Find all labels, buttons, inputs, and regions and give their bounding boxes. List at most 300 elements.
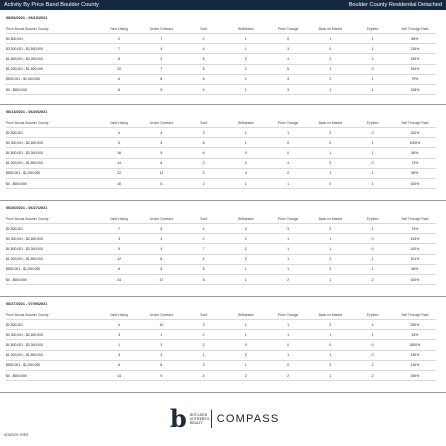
table-row [6,54,436,64]
metric-cell: 5 [267,64,309,74]
metric-cell: 1 [309,330,351,340]
column-header: New Listing [110,26,128,31]
table-row [6,320,436,330]
metric-cell: 22 [98,168,140,178]
metric-cell: 1 [352,254,394,264]
metric-cell: 3 [140,350,182,360]
metric-cell: 2 [352,274,394,284]
metric-cell: 2 [267,370,309,380]
metric-cell: 2 [225,254,267,264]
table-row [6,64,436,74]
metric-cell: 5 [98,138,140,148]
metric-cell: 6 [140,158,182,168]
metric-cell: 100% [394,274,436,284]
b-monogram-logo: b [170,404,187,433]
column-header: Back on Market [318,216,343,221]
metric-cell: 1 [267,128,309,138]
metric-cell: 5 [140,264,182,274]
metric-cell: 24 [98,274,140,284]
section-divider [0,296,446,297]
metric-cell: 155% [394,54,436,64]
metric-cell: 3 [98,234,140,244]
metric-cell: 33% [394,330,436,340]
price-band-cell: $1,500,001 - $2,000,000 [6,54,98,64]
metric-cell: 5 [140,138,182,148]
column-header: New Listing [110,120,128,125]
metric-cell: 1 [225,330,267,340]
price-band-cell: $1,500,001 - $2,000,000 [6,340,98,350]
table-row [6,330,436,340]
metric-cell: 100% [394,178,436,188]
metric-cell: 66% [394,264,436,274]
metric-cell: 1 [309,64,351,74]
metric-cell: 2 [352,54,394,64]
metric-cell: 6 [98,74,140,84]
table-row [6,84,436,94]
metric-cell: 1 [309,84,351,94]
metric-cell: 8 [140,74,182,84]
metric-cell: 3 [183,360,225,370]
compass-wordmark: COMPASS [216,413,280,425]
source-note: SOURCE: IRES [4,433,29,437]
column-header: Expired [366,312,379,317]
metric-cell: 1 [309,274,351,284]
column-header: Sell Through Rate [401,312,429,317]
metric-cell: 1 [267,178,309,188]
metric-cell: 2 [309,254,351,264]
metric-cell: 3 [140,340,182,350]
metric-cell: 0 [225,148,267,158]
table-header-row [6,24,436,34]
metric-cell: 0 [309,224,351,234]
metric-cell: 1 [140,330,182,340]
metric-cell: 0 [309,360,351,370]
price-band-cell: $2,500,001 [6,224,98,234]
column-header: Sold [200,26,208,31]
metric-cell: 3 [267,74,309,84]
price-band-cell: $0 - $500,000 [6,84,98,94]
column-header: Price Change [277,120,299,125]
metric-cell: 2 [225,370,267,380]
price-band-cell: $1,000,001 - $1,500,000 [6,254,98,264]
column-header: Sold [200,120,208,125]
metric-cell: 2 [225,54,267,64]
metric-cell: 5 [183,54,225,64]
column-header: Expired [366,120,379,125]
metric-cell: 1 [352,44,394,54]
price-band-cell: $0 - $500,000 [6,274,98,284]
metric-cell: 4 [140,44,182,54]
column-header: Back on Market [318,26,343,31]
price-band-cell: $1,500,001 - $2,000,000 [6,148,98,158]
report-subtitle: Boulder County Residential Detached [348,2,442,8]
column-header: Price Change [277,26,299,31]
metric-cell: 194% [394,64,436,74]
table-row [6,350,436,360]
column-header: Price Bands Boulder County [6,216,49,221]
metric-cell: 14 [98,370,140,380]
metric-cell: 1 [309,350,351,360]
price-band-cell: $0 - $500,000 [6,178,98,188]
metric-cell: 3 [183,128,225,138]
metric-cell: 6 [98,360,140,370]
column-header: Withdrawn [237,312,254,317]
metric-cell: 190% [394,370,436,380]
metric-cell: 6 [98,84,140,94]
section-divider [0,200,446,201]
metric-cell: 17 [140,274,182,284]
metric-cell: 5 [183,64,225,74]
report-title: Activity By Price Band Boulder County [4,2,99,8]
metric-cell: 7 [183,244,225,254]
metric-cell: 3 [183,320,225,330]
metric-cell: 2 [183,330,225,340]
table-header-row [6,118,436,128]
metric-cell: 0 [267,34,309,44]
metric-cell: 1 [225,44,267,54]
metric-cell: 5 [140,84,182,94]
table-header-row [6,214,436,224]
metric-cell: 5 [140,148,182,158]
metric-cell: 1 [225,274,267,284]
metric-cell: 1000% [394,138,436,148]
metric-cell: 2 [225,244,267,254]
metric-cell: 4 [98,128,140,138]
metric-cell: 1 [352,264,394,274]
metric-cell: 101% [394,254,436,264]
brand-logo [170,406,279,432]
metric-cell: 0 [225,340,267,350]
metric-cell: 0 [352,234,394,244]
metric-cell: 1 [183,350,225,360]
price-band-cell: $2,500,001 [6,34,98,44]
metric-cell: 1 [225,320,267,330]
metric-cell: 0 [225,158,267,168]
table-row [6,44,436,54]
metric-cell: 2600% [394,340,436,350]
column-header: Sell Through Rate [401,120,429,125]
metric-cell: 8 [98,54,140,64]
metric-cell: 7 [98,224,140,234]
metric-cell: 3 [98,330,140,340]
table-row [6,74,436,84]
metric-cell: 0 [352,244,394,254]
metric-cell: 0 [352,340,394,350]
metric-cell: 5 [183,264,225,274]
price-band-cell: $500,001 - $1,000,000 [6,264,98,274]
metric-cell: 4 [140,244,182,254]
metric-cell: 7 [98,44,140,54]
metric-cell: 4 [352,320,394,330]
column-header: New Listing [110,312,128,317]
metric-cell: 2 [98,34,140,44]
table-row [6,360,436,370]
metric-cell: 3 [98,350,140,360]
metric-cell: 7 [140,34,182,44]
metric-cell: 1 [225,138,267,148]
table-row [6,264,436,274]
metric-cell: 1 [225,128,267,138]
date-range-label: 06/06/2021 - 06/13/2021 [6,16,48,20]
date-range-label: 06/27/2021 - 07/05/2021 [6,302,48,306]
metric-cell: 1 [352,74,394,84]
column-header: Sell Through Rate [401,216,429,221]
metric-cell: 10 [140,320,182,330]
table-header-row [6,310,436,320]
metric-cell: 14 [98,158,140,168]
metric-cell: 1 [267,330,309,340]
metric-cell: 5 [98,244,140,254]
metric-cell: 4 [267,54,309,64]
price-band-table [6,310,436,381]
metric-cell: 5 [140,178,182,188]
metric-cell: 1 [267,244,309,254]
metric-cell: 1 [352,168,394,178]
metric-cell: 1 [352,330,394,340]
metric-cell: 2 [183,340,225,350]
metric-cell: 1 [352,224,394,234]
metric-cell: 2 [267,274,309,284]
price-band-cell: $1,000,001 - $1,500,000 [6,64,98,74]
metric-cell: 100% [394,244,436,254]
table-row [6,178,436,188]
table-row [6,274,436,284]
price-band-cell: $2,500,001 [6,320,98,330]
metric-cell: 2 [352,370,394,380]
metric-cell: 0 [309,128,351,138]
metric-cell: 4 [183,84,225,94]
price-band-cell: $2,000,001 - $2,500,000 [6,330,98,340]
metric-cell: 0 [309,264,351,274]
price-band-cell: $2,500,001 [6,128,98,138]
metric-cell: 0 [309,178,351,188]
metric-cell: 2 [183,178,225,188]
metric-cell: 2 [352,360,394,370]
metric-cell: 4 [267,158,309,168]
metric-cell: 1 [225,360,267,370]
metric-cell: 0 [309,320,351,330]
table-row [6,370,436,380]
metric-cell: 0 [352,350,394,360]
column-header: Expired [366,26,379,31]
column-header: Under Contract [149,120,173,125]
column-header: Under Contract [149,216,173,221]
metric-cell: 215% [394,44,436,54]
metric-cell: 250% [394,320,436,330]
metric-cell: 1 [267,320,309,330]
metric-cell: 0 [309,158,351,168]
column-header: Sold [200,312,208,317]
price-band-cell: $500,001 - $1,000,000 [6,74,98,84]
metric-cell: 1 [267,254,309,264]
metric-cell: 1 [98,340,140,350]
metric-cell: 8 [98,264,140,274]
metric-cell: 0 [309,340,351,350]
metric-cell: 8 [140,254,182,264]
metric-cell: 1 [309,234,351,244]
column-header: Back on Market [318,120,343,125]
metric-cell: 6 [183,148,225,158]
column-header: Withdrawn [237,120,254,125]
table-row [6,158,436,168]
metric-cell: 1 [225,84,267,94]
table-row [6,34,436,44]
metric-cell: 0 [267,148,309,158]
table-row [6,128,436,138]
metric-cell: 8 [183,138,225,148]
brokerage-name: BOULDER SOTHEBY'S REALTY [189,413,210,425]
metric-cell: 4 [183,44,225,54]
metric-cell: 0 [352,64,394,74]
metric-cell: 85% [394,34,436,44]
column-header: Expired [366,216,379,221]
metric-cell: 0 [309,44,351,54]
metric-cell: 1 [225,34,267,44]
price-band-table [6,24,436,95]
price-band-table [6,118,436,189]
metric-cell: 100% [394,128,436,138]
metric-cell: 0 [267,360,309,370]
column-header: Sell Through Rate [401,26,429,31]
price-band-cell: $1,000,001 - $1,500,000 [6,158,98,168]
column-header: Back on Market [318,312,343,317]
metric-cell: 3 [267,84,309,94]
metric-cell: 1 [267,264,309,274]
column-header: Price Change [277,216,299,221]
metric-cell: 4 [98,320,140,330]
metric-cell: 16 [98,178,140,188]
price-band-cell: $2,000,001 - $2,500,000 [6,234,98,244]
metric-cell: 8 [140,360,182,370]
metric-cell: 11 [140,168,182,178]
column-header: New Listing [110,216,128,221]
metric-cell: 2 [183,234,225,244]
table-row [6,224,436,234]
section-divider [0,104,446,105]
column-header: Price Change [277,312,299,317]
price-band-cell: $1,500,001 - $2,000,000 [6,244,98,254]
price-band-cell: $500,001 - $1,000,000 [6,168,98,178]
metric-cell: 2 [140,54,182,64]
metric-cell: 9 [140,370,182,380]
metric-cell: 1 [267,234,309,244]
metric-cell: 0 [352,158,394,168]
column-header: Under Contract [149,312,173,317]
metric-cell: 7 [140,64,182,74]
date-range-label: 06/20/2021 - 06/27/2021 [6,206,48,210]
metric-cell: 73% [394,158,436,168]
metric-cell: 2 [225,64,267,74]
metric-cell: 4 [183,224,225,234]
metric-cell: 1 [352,34,394,44]
table-row [6,340,436,350]
metric-cell: 1 [309,244,351,254]
metric-cell: 80% [394,148,436,158]
metric-cell: 1 [309,370,351,380]
table-row [6,244,436,254]
column-header: Price Bands Boulder County [6,312,49,317]
column-header: Withdrawn [237,216,254,221]
metric-cell: 2 [225,74,267,84]
metric-cell: 2 [183,168,225,178]
section-divider [0,392,446,393]
metric-cell: 216% [394,360,436,370]
metric-cell: 1 [309,168,351,178]
metric-cell: 130% [394,350,436,360]
metric-cell: 20 [98,64,140,74]
metric-cell: 86% [394,168,436,178]
column-header: Price Bands Boulder County [6,26,49,31]
price-band-cell: $2,000,001 - $2,500,000 [6,44,98,54]
metric-cell: 12 [98,254,140,264]
price-band-cell: $1,000,001 - $1,500,000 [6,350,98,360]
metric-cell: 4 [140,128,182,138]
metric-cell: 0 [267,340,309,350]
metric-cell: 4 [183,370,225,380]
metric-cell: 2 [140,234,182,244]
metric-cell: 2 [183,34,225,44]
metric-cell: 1 [309,148,351,158]
metric-cell: 3 [267,224,309,234]
metric-cell: 2 [225,234,267,244]
metric-cell: 0 [267,138,309,148]
metric-cell: 0 [225,224,267,234]
metric-cell: 6 [183,74,225,84]
metric-cell: 79% [394,74,436,84]
table-row [6,148,436,158]
metric-cell: 1 [352,178,394,188]
metric-cell: 4 [225,168,267,178]
table-row [6,234,436,244]
table-row [6,138,436,148]
metric-cell: 2 [309,54,351,64]
metric-cell: 1 [352,148,394,158]
metric-cell: 1 [225,264,267,274]
metric-cell: 5 [140,224,182,234]
price-band-cell: $0 - $500,000 [6,370,98,380]
metric-cell: 2 [225,350,267,360]
metric-cell: 433% [394,234,436,244]
metric-cell: 2 [309,74,351,84]
price-band-table [6,214,436,285]
date-range-label: 06/13/2021 - 06/20/2021 [6,110,48,114]
metric-cell: 1 [225,178,267,188]
logo-divider [211,410,212,428]
metric-cell: 0 [309,138,351,148]
metric-cell: 1 [352,84,394,94]
metric-cell: 0 [352,128,394,138]
metric-cell: 1 [267,350,309,360]
metric-cell: 4 [183,254,225,264]
metric-cell: 1 [352,138,394,148]
metric-cell: 3 [267,44,309,54]
metric-cell: 16 [98,148,140,158]
report-header [0,0,446,10]
column-header: Under Contract [149,26,173,31]
price-band-cell: $2,000,001 - $2,500,000 [6,138,98,148]
table-row [6,254,436,264]
metric-cell: 8 [183,274,225,284]
metric-cell: 108% [394,84,436,94]
column-header: Withdrawn [237,26,254,31]
table-row [6,168,436,178]
metric-cell: 2 [267,168,309,178]
column-header: Sold [200,216,208,221]
metric-cell: 1 [309,34,351,44]
metric-cell: 74% [394,224,436,234]
metric-cell: 2 [183,158,225,168]
price-band-cell: $500,001 - $1,000,000 [6,360,98,370]
